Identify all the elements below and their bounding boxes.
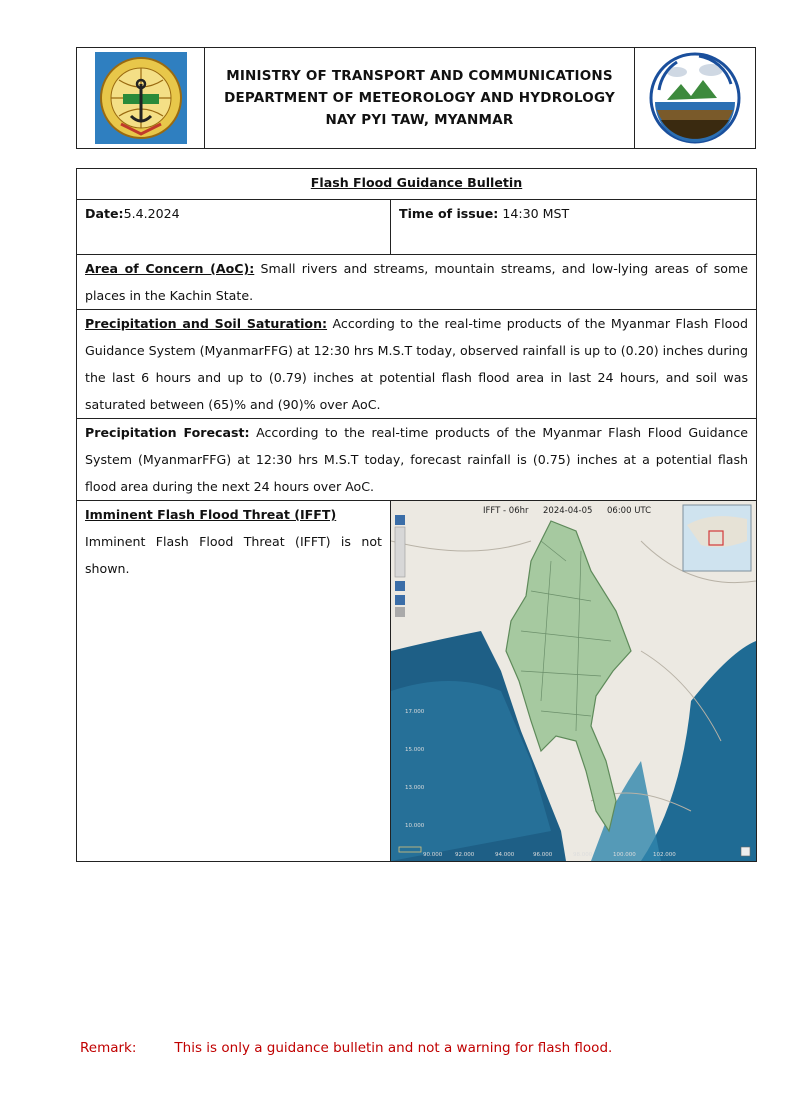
ifft-section: [77, 501, 391, 862]
ifft-map-graphic: [391, 501, 756, 861]
ministry-logo: [77, 48, 205, 148]
letterhead: [76, 47, 756, 149]
precip-label: Precipitation and Soil Saturation:: [85, 316, 328, 331]
pan-icon[interactable]: [395, 595, 405, 605]
lon-label: 100.000: [613, 852, 636, 858]
lat-label: 15.000: [405, 747, 425, 753]
forecast-label: Precipitation Forecast:: [85, 425, 250, 440]
remark-text: This is only a guidance bulletin and not a warning for flash flood.: [174, 1040, 613, 1056]
time-label: Time of issue:: [399, 206, 499, 221]
ministry-name: MINISTRY OF TRANSPORT AND COMMUNICATIONS: [226, 68, 613, 84]
time-value: 14:30 MST: [498, 206, 570, 221]
precipitation-soil-saturation: [77, 310, 757, 419]
date-cell: [77, 200, 391, 255]
lon-label: 96.000: [533, 852, 553, 858]
map-product-label: IFFT - 06hr: [483, 506, 529, 516]
zoom-out-icon[interactable]: [395, 581, 405, 591]
date-label: Date:: [85, 206, 124, 221]
ifft-map: [391, 501, 756, 861]
map-time-label: 06:00 UTC: [607, 506, 652, 516]
map-date-label: 2024-04-05: [543, 506, 593, 516]
lon-label: 92.000: [455, 852, 475, 858]
bulletin-title: Flash Flood Guidance Bulletin: [77, 169, 757, 200]
precip-text: According to the real-time products of the Myanmar Flash Flood Guidance System (MyanmarFFG) at 12:30 hrs M.S.T today, observed rainfall is up to (0.20) inches during the last 6 hours and up to (0.79) inches at potential flash flood area in last 24 hours, and soil was saturated between (65)% and (90)% over AoC.: [85, 316, 749, 412]
bulletin-table: [76, 168, 757, 862]
area-of-concern: [77, 255, 757, 310]
date-value: 5.4.2024: [123, 206, 180, 221]
ifft-label: Imminent Flash Flood Threat (IFFT): [85, 507, 337, 522]
lat-label: 10.000: [405, 823, 425, 829]
info-icon[interactable]: [741, 847, 750, 856]
ifft-map-cell: [391, 501, 757, 862]
lat-label: 17.000: [405, 709, 425, 715]
aoc-label: Area of Concern (AoC):: [85, 261, 255, 276]
ministry-emblem-icon: [93, 50, 189, 146]
lon-label: 102.000: [653, 852, 676, 858]
remark-label: Remark:: [80, 1040, 137, 1056]
lat-label: 13.000: [405, 785, 425, 791]
ifft-text: Imminent Flash Flood Threat (IFFT) is not shown.: [85, 534, 382, 576]
letterhead-text: [205, 48, 635, 148]
zoom-slider[interactable]: [395, 527, 405, 577]
aoc-text: Small rivers and streams, mountain streams, and low-lying areas of some places in the Kachin State.: [85, 261, 749, 303]
location: NAY PYI TAW, MYANMAR: [325, 112, 514, 128]
layer-icon[interactable]: [395, 607, 405, 617]
lon-label: 94.000: [495, 852, 515, 858]
department-name: DEPARTMENT OF METEOROLOGY AND HYDROLOGY: [224, 90, 615, 106]
forecast-text: According to the real-time products of the Myanmar Flash Flood Guidance System (MyanmarFFG) at 12:30 hrs M.S.T today, forecast rainfall is (0.75) inches at a potential flash flood area during the next 24 hours over AoC.: [85, 425, 749, 494]
lon-label: 98.000: [573, 852, 593, 858]
zoom-in-icon[interactable]: [395, 515, 405, 525]
time-cell: [391, 200, 757, 255]
precipitation-forecast: [77, 419, 757, 501]
remark: [80, 1040, 612, 1056]
hydrology-cycle-icon: [647, 50, 743, 146]
lon-label: 90.000: [423, 852, 443, 858]
department-logo: [635, 48, 755, 148]
